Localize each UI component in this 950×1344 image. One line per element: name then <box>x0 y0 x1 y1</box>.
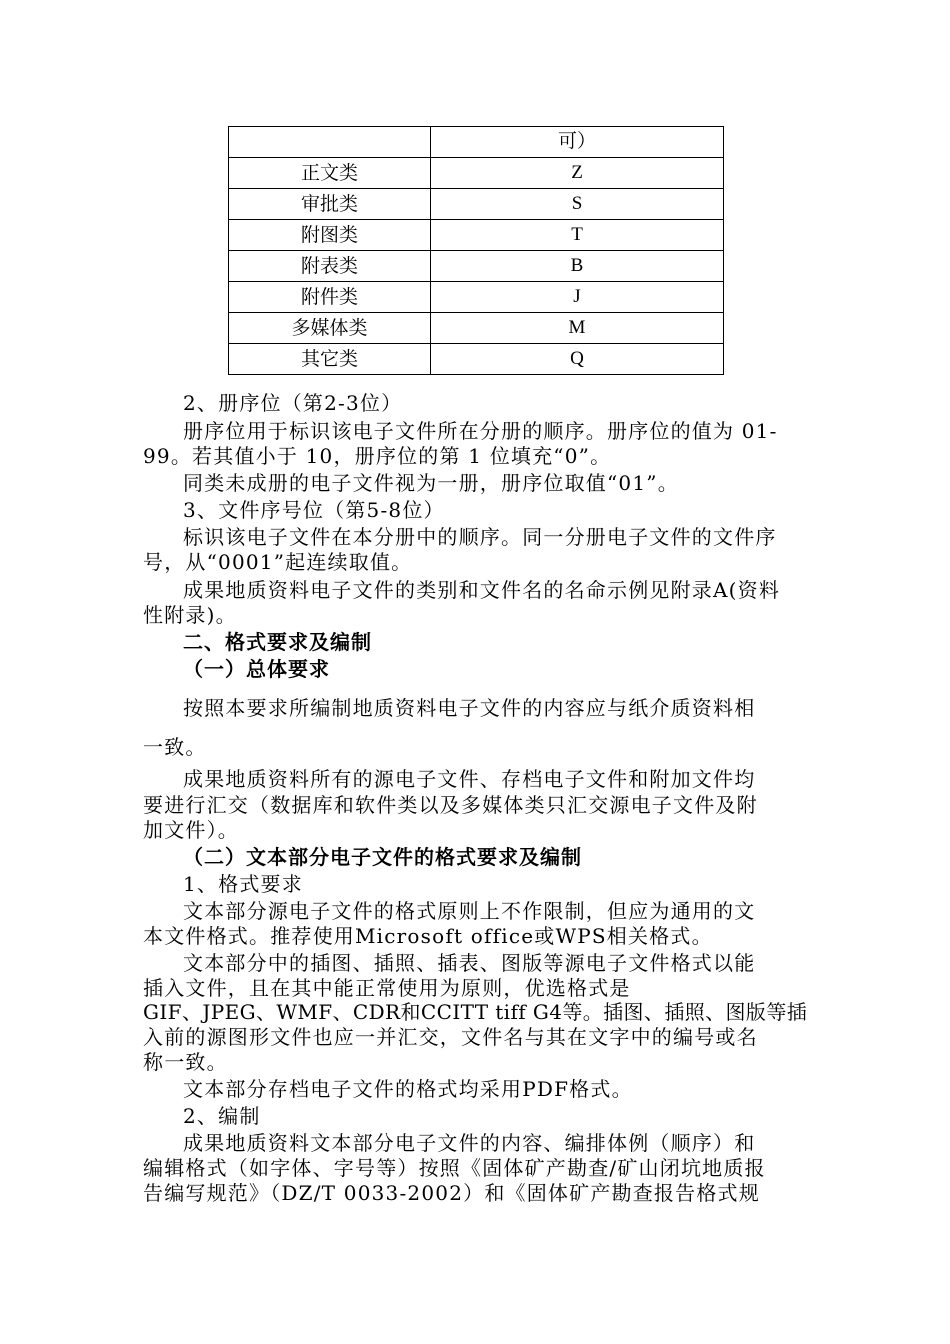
paragraph-line: 性附录)。 <box>143 603 237 627</box>
paragraph-line: 插入文件，且在其中能正常使用为原则，优选格式是 <box>143 976 631 1000</box>
paragraph-line: 称一致。 <box>143 1050 228 1074</box>
paragraph-line: 本文件格式。推荐使用Microsoft office或WPS相关格式。 <box>143 924 713 948</box>
table-row <box>229 158 724 189</box>
table-body <box>229 127 724 375</box>
paragraph-line: 要进行汇交（数据库和软件类以及多媒体类只汇交源电子文件及附 <box>143 793 758 817</box>
table-cell-category: 多媒体类 <box>229 313 431 344</box>
section-heading-compile: 2、编制 <box>183 1104 261 1128</box>
paragraph-line: 成果地质资料文本部分电子文件的内容、编排体例（顺序）和 <box>183 1131 756 1155</box>
table-cell-code: 可） <box>431 127 724 158</box>
table-cell-code: J <box>431 282 724 313</box>
table-cell-category: 正文类 <box>229 158 431 189</box>
category-code-table <box>228 126 724 375</box>
table-cell-category: 附图类 <box>229 220 431 251</box>
paragraph-line: 文本部分中的插图、插照、插表、图版等源电子文件格式以能 <box>183 951 756 975</box>
table-cell-category: 其它类 <box>229 344 431 375</box>
table-cell-code: B <box>431 251 724 282</box>
table-cell-code: S <box>431 189 724 220</box>
paragraph-line: 入前的源图形文件也应一并汇交，文件名与其在文字中的编号或名 <box>143 1025 758 1049</box>
paragraph-line: 文本部分源电子文件的格式原则上不作限制，但应为通用的文 <box>183 899 756 923</box>
subsection-heading: （一）总体要求 <box>183 657 330 681</box>
paragraph-line: 99。若其值小于 10，册序位的第 1 位填充“0”。 <box>143 444 612 468</box>
table-row <box>229 189 724 220</box>
table-row <box>229 127 724 158</box>
paragraph-line: 文本部分存档电子文件的格式均采用PDF格式。 <box>183 1077 633 1101</box>
table-cell-category: 附表类 <box>229 251 431 282</box>
section-heading-volume-order: 2、册序位（第2-3位） <box>183 391 403 415</box>
table-row <box>229 282 724 313</box>
table-cell-category <box>229 127 431 158</box>
subsection-heading: （二）文本部分电子文件的格式要求及编制 <box>183 845 582 869</box>
table-row <box>229 344 724 375</box>
paragraph-line: 一致。 <box>143 735 207 759</box>
paragraph-line: 成果地质资料所有的源电子文件、存档电子文件和附加文件均 <box>183 767 756 791</box>
paragraph-line: 按照本要求所编制地质资料电子文件的内容应与纸介质资料相 <box>183 696 756 720</box>
paragraph-line: 同类未成册的电子文件视为一册，册序位取值“01”。 <box>183 471 679 495</box>
section-heading-file-number: 3、文件序号位（第5-8位） <box>183 498 445 522</box>
table-row <box>229 220 724 251</box>
table-row <box>229 251 724 282</box>
paragraph-line: 标识该电子文件在本分册中的顺序。同一分册电子文件的文件序 <box>183 525 777 549</box>
paragraph-line: GIF、JPEG、WMF、CDR和CCITT tiff G4等。插图、插照、图版等插 <box>143 1000 808 1024</box>
paragraph-line: 成果地质资料电子文件的类别和文件名的名命示例见附录A(资料 <box>183 578 781 602</box>
table-cell-category: 附件类 <box>229 282 431 313</box>
table-cell-code: T <box>431 220 724 251</box>
paragraph-line: 告编写规范》（DZ/T 0033-2002）和《固体矿产勘查报告格式规 <box>143 1181 760 1205</box>
table-cell-code: Z <box>431 158 724 189</box>
paragraph-line: 编辑格式（如字体、字号等）按照《固体矿产勘查/矿山闭坑地质报 <box>143 1156 766 1180</box>
table-cell-code: M <box>431 313 724 344</box>
table-cell-code: Q <box>431 344 724 375</box>
table-cell-category: 审批类 <box>229 189 431 220</box>
table-row <box>229 313 724 344</box>
paragraph-line: 册序位用于标识该电子文件所在分册的顺序。册序位的值为 01- <box>183 419 778 443</box>
paragraph-line: 加文件）。 <box>143 818 239 842</box>
chapter-heading: 二、格式要求及编制 <box>183 630 372 654</box>
paragraph-line: 号，从“0001”起连续取值。 <box>143 550 413 574</box>
section-heading-format: 1、格式要求 <box>183 872 303 896</box>
